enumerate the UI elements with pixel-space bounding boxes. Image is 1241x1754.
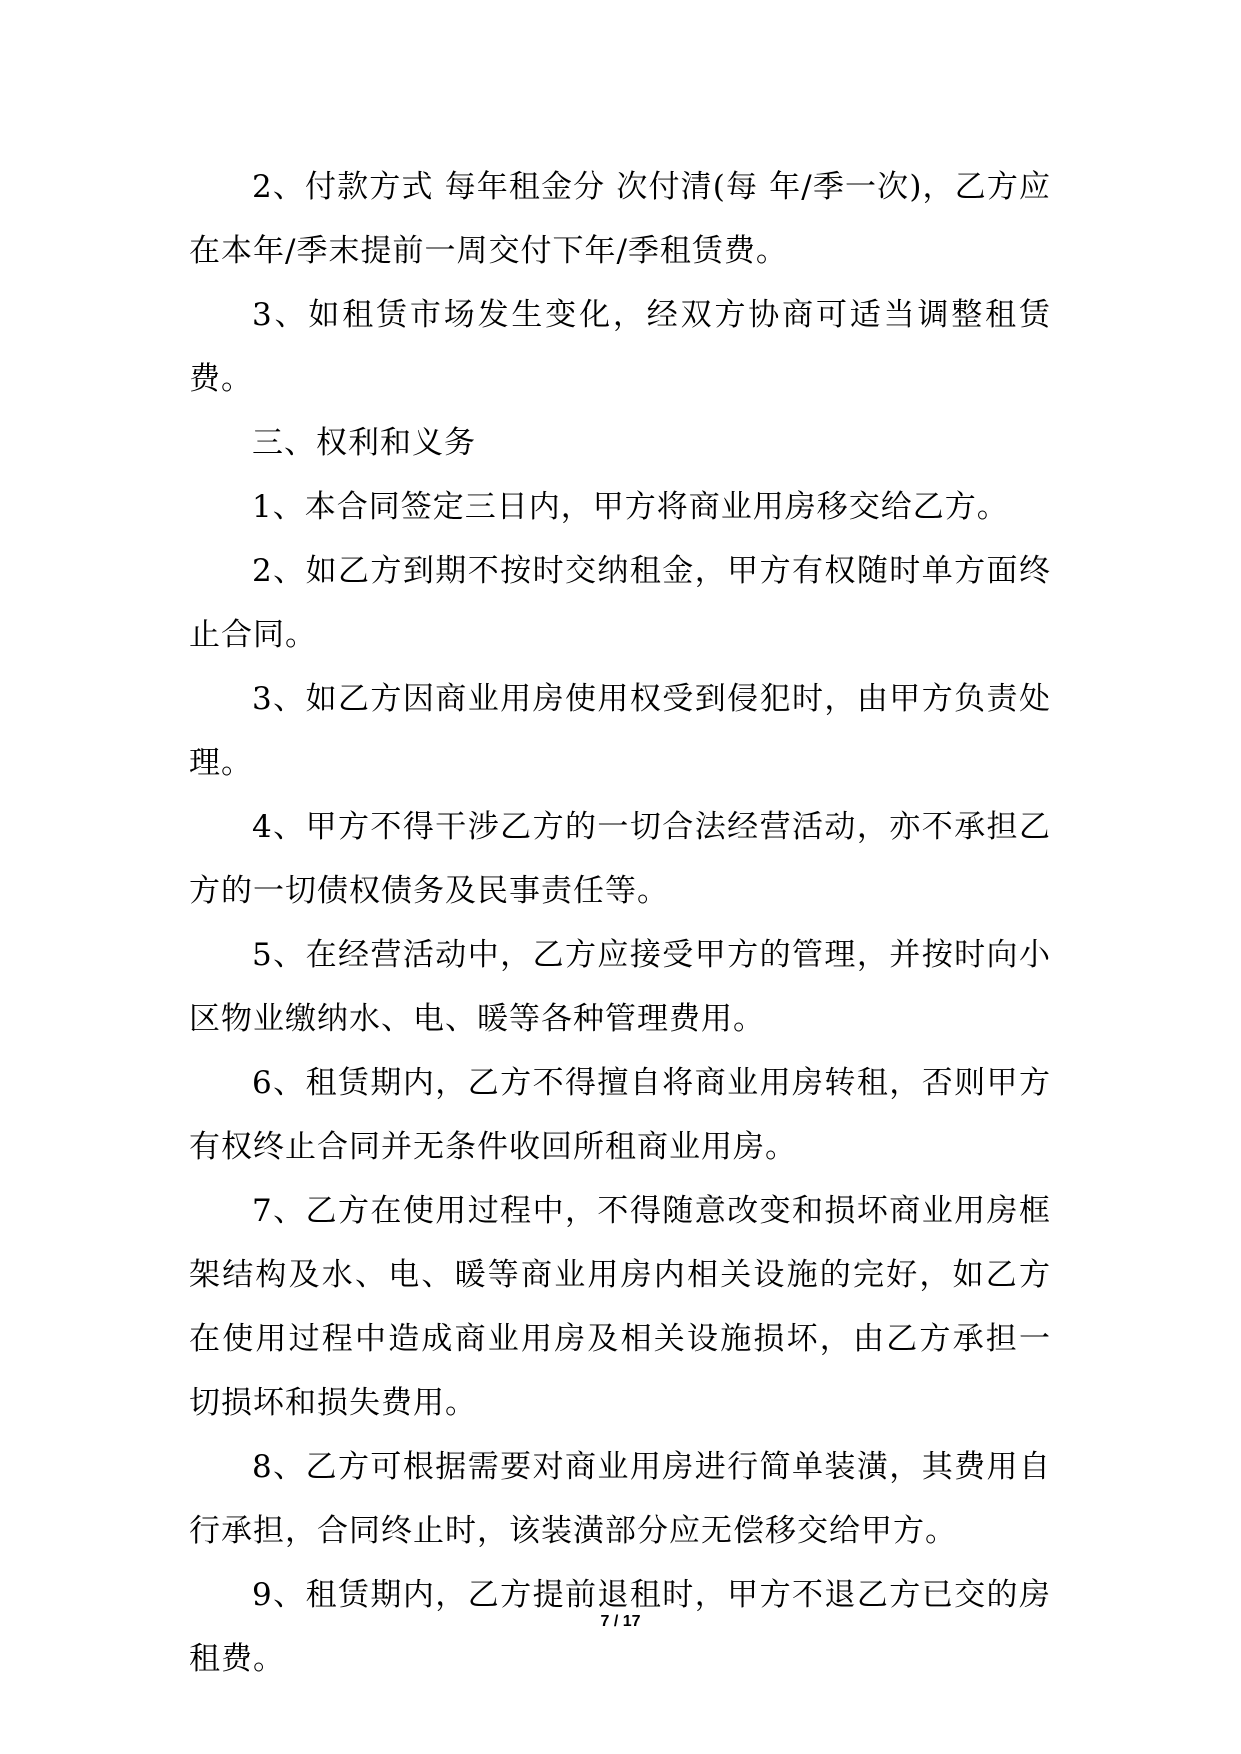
paragraph-early-termination: 9、租赁期内，乙方提前退租时，甲方不退乙方已交的房租费。 [189, 1577, 1051, 1677]
paragraph-payment-method: 2、付款方式 每年租金分 次付清(每 年/季一次)，乙方应在本年/季末提前一周交付下年/季租赁费。 [189, 169, 1051, 269]
page-number: 7 / 17 [600, 1613, 641, 1630]
paragraph-non-interference: 4、甲方不得干涉乙方的一切合法经营活动，亦不承担乙方的一切债权债务及民事责任等。 [189, 809, 1051, 909]
paragraph-handover: 1、本合同签定三日内，甲方将商业用房移交给乙方。 [252, 489, 1009, 525]
paragraph-late-rent-termination: 2、如乙方到期不按时交纳租金，甲方有权随时单方面终止合同。 [189, 553, 1051, 653]
paragraph-infringement: 3、如乙方因商业用房使用权受到侵犯时，由甲方负责处理。 [189, 681, 1051, 781]
paragraph-decoration: 8、乙方可根据需要对商业用房进行简单装潢，其费用自行承担，合同终止时，该装潢部分应无偿移交给甲方。 [189, 1449, 1051, 1549]
paragraph-management-fees: 5、在经营活动中，乙方应接受甲方的管理，并按时向小区物业缴纳水、电、暖等各种管理费用。 [189, 937, 1051, 1037]
paragraph-damage-liability: 7、乙方在使用过程中，不得随意改变和损坏商业用房框架结构及水、电、暖等商业用房内相关设施的完好，如乙方在使用过程中造成商业用房及相关设施损坏，由乙方承担一切损坏和损失费用。 [189, 1193, 1051, 1421]
section-heading-rights-obligations: 三、权利和义务 [252, 425, 476, 461]
document-body [189, 155, 1051, 1691]
paragraph-rent-adjustment: 3、如租赁市场发生变化，经双方协商可适当调整租赁费。 [189, 297, 1051, 397]
paragraph-no-sublease: 6、租赁期内，乙方不得擅自将商业用房转租，否则甲方有权终止合同并无条件收回所租商业用房。 [189, 1065, 1051, 1165]
